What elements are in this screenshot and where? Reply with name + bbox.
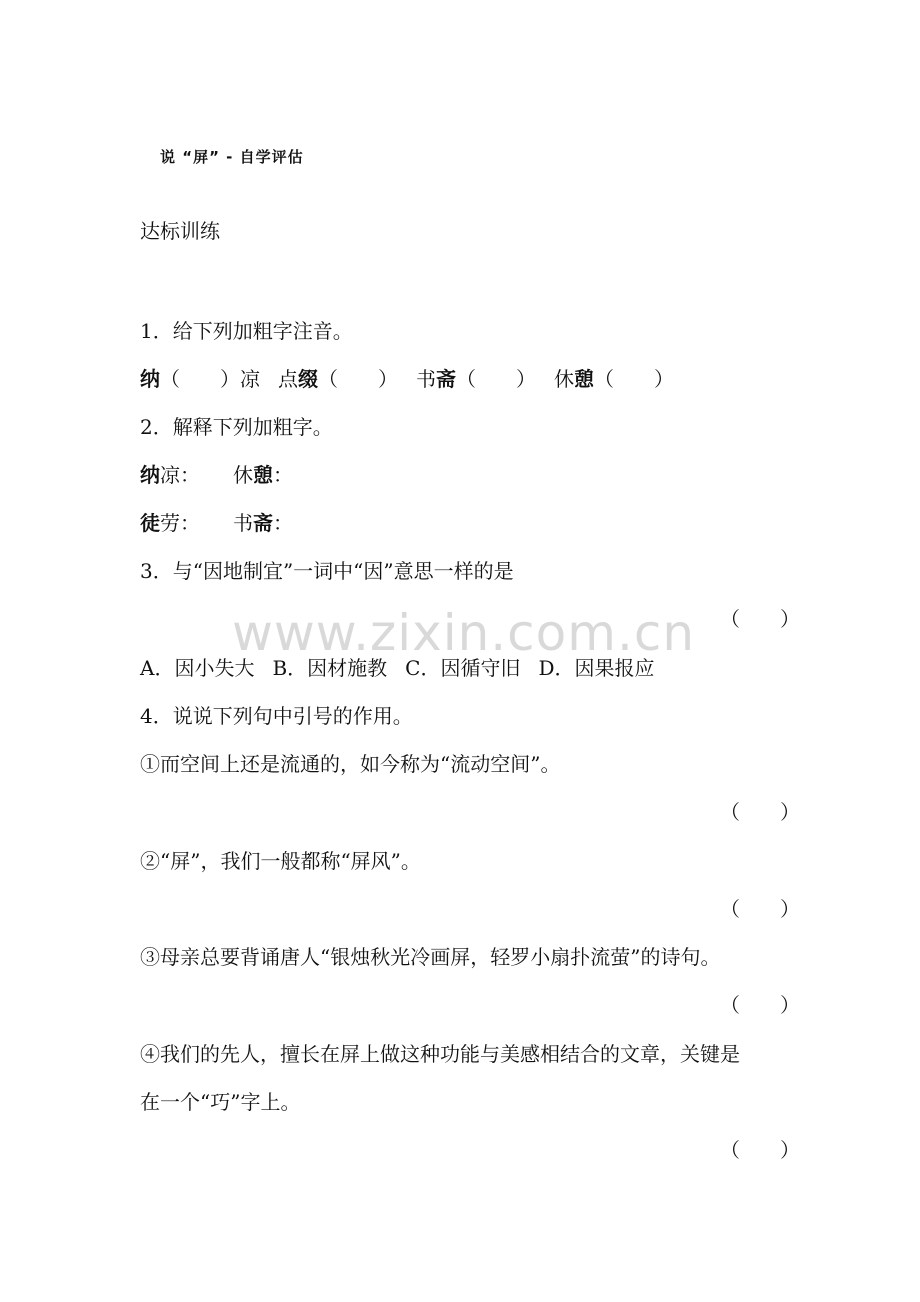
q3-option-a: A．因小失大 [140, 656, 255, 680]
q1-item-3: 书斋（ ） [416, 367, 536, 391]
q4-sentence-4-line-1: ④我们的先人，擅长在屏上做这种功能与美感相结合的文章，关键是 [140, 1042, 740, 1066]
q3-options [140, 655, 655, 681]
q1-item-2: 点缀（ ） [278, 367, 398, 391]
q4-answer-blank-4: （ ） [720, 1138, 800, 1162]
q2-term-3: 徒劳： [140, 511, 200, 535]
q4-sentence-3: ③母亲总要背诵唐人“银烛秋光冷画屏，轻罗小扇扑流萤”的诗句。 [140, 945, 721, 969]
q4-sentence-2: ②“屏”，我们一般都称“屏风”。 [140, 849, 421, 873]
q2-row-2 [140, 510, 293, 536]
q4-answer-blank-1: （ ） [720, 800, 800, 824]
q4-prompt: 4．说说下列句中引号的作用。 [140, 704, 413, 728]
q4-answer-blank-3: （ ） [720, 993, 800, 1017]
q1-items [140, 366, 674, 392]
page-title: 说 “屏” - 自学评估 [160, 148, 304, 166]
q1-item-4: 休憩（ ） [554, 367, 674, 391]
q4-answer-blank-2: （ ） [720, 897, 800, 921]
q1-item-1: 纳（ ）凉 [140, 367, 260, 391]
q2-term-1: 纳凉： [140, 463, 200, 487]
q2-row-1 [140, 462, 293, 488]
q2-prompt: 2．解释下列加粗字。 [140, 415, 333, 439]
q3-option-c: C．因循守旧 [405, 656, 521, 680]
watermark: www.zixin.com.cn [232, 604, 696, 662]
q4-sentence-4-line-2: 在一个“巧”字上。 [140, 1090, 301, 1114]
q2-term-4: 书斋： [233, 511, 293, 535]
q3-option-d: D．因果报应 [538, 656, 655, 680]
section-heading: 达标训练 [140, 219, 220, 243]
q1-prompt: 1．给下列加粗字注音。 [140, 319, 353, 343]
q4-sentence-1: ①而空间上还是流通的，如今称为“流动空间”。 [140, 752, 561, 776]
q3-answer-blank: （ ） [720, 607, 800, 631]
q3-option-b: B．因材施教 [272, 656, 388, 680]
q2-term-2: 休憩： [233, 463, 293, 487]
q3-prompt: 3．与“因地制宜”一词中“因”意思一样的是 [140, 559, 514, 583]
